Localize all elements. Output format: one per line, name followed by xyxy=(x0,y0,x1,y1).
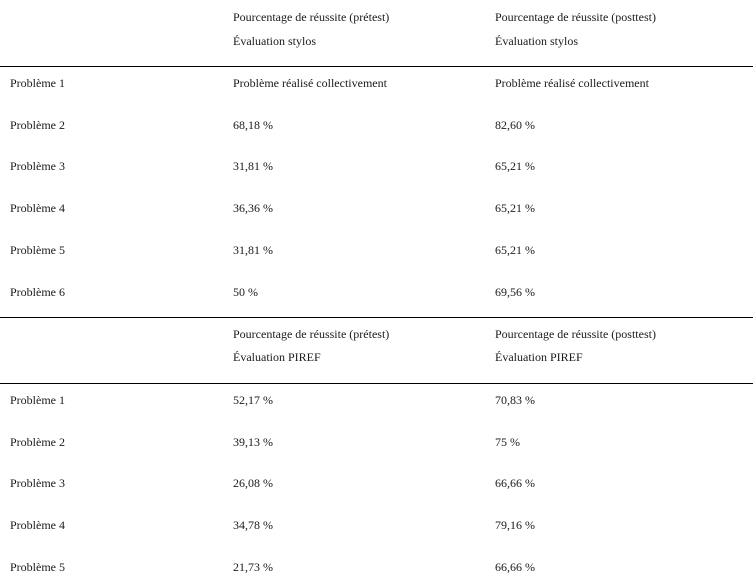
table1-row-5-pretest: 31,81 % xyxy=(233,243,273,257)
table2-header-posttest-subtitle: Évaluation PIREF xyxy=(495,350,583,364)
table1-row-3-posttest: 65,21 % xyxy=(495,159,535,173)
table1-row-4-posttest: 65,21 % xyxy=(495,201,535,215)
table1-header-posttest-title: Pourcentage de réussite (posttest) xyxy=(495,10,656,24)
table2-row-4-posttest: 79,16 % xyxy=(495,518,535,532)
table1-header-posttest-subtitle: Évaluation stylos xyxy=(495,34,578,48)
table2-row-4-label: Problème 4 xyxy=(10,518,65,532)
table1-row-1-pretest: Problème réalisé collectivement xyxy=(233,76,387,90)
table2-row-3-label: Problème 3 xyxy=(10,476,65,490)
table1-header-pretest-title: Pourcentage de réussite (prétest) xyxy=(233,10,390,24)
table1-header-divider xyxy=(0,66,753,67)
table2-header-divider xyxy=(0,383,753,384)
table1-header-pretest-subtitle: Évaluation stylos xyxy=(233,34,316,48)
table1-row-6-label: Problème 6 xyxy=(10,285,65,299)
table2-row-5-pretest: 21,73 % xyxy=(233,560,273,574)
table2-row-5-label: Problème 5 xyxy=(10,560,65,574)
table-section-divider xyxy=(0,317,753,318)
table1-row-6-pretest: 50 % xyxy=(233,285,258,299)
table1-row-2-pretest: 68,18 % xyxy=(233,118,273,132)
table2-row-1-label: Problème 1 xyxy=(10,393,65,407)
table2-row-2-posttest: 75 % xyxy=(495,435,520,449)
table1-row-4-label: Problème 4 xyxy=(10,201,65,215)
table1-row-4-pretest: 36,36 % xyxy=(233,201,273,215)
table1-row-6-posttest: 69,56 % xyxy=(495,285,535,299)
table2-row-5-posttest: 66,66 % xyxy=(495,560,535,574)
table1-row-1-posttest: Problème réalisé collectivement xyxy=(495,76,649,90)
table1-row-2-label: Problème 2 xyxy=(10,118,65,132)
table2-header-pretest-subtitle: Évaluation PIREF xyxy=(233,350,321,364)
table1-row-2-posttest: 82,60 % xyxy=(495,118,535,132)
table2-row-1-posttest: 70,83 % xyxy=(495,393,535,407)
table1-row-1-label: Problème 1 xyxy=(10,76,65,90)
table2-header-posttest-title: Pourcentage de réussite (posttest) xyxy=(495,327,656,341)
table1-row-3-label: Problème 3 xyxy=(10,159,65,173)
table2-row-1-pretest: 52,17 % xyxy=(233,393,273,407)
table2-row-2-pretest: 39,13 % xyxy=(233,435,273,449)
table2-row-3-pretest: 26,08 % xyxy=(233,476,273,490)
table1-row-3-pretest: 31,81 % xyxy=(233,159,273,173)
table2-row-4-pretest: 34,78 % xyxy=(233,518,273,532)
table2-row-2-label: Problème 2 xyxy=(10,435,65,449)
table1-row-5-label: Problème 5 xyxy=(10,243,65,257)
table2-header-pretest-title: Pourcentage de réussite (prétest) xyxy=(233,327,390,341)
table2-row-3-posttest: 66,66 % xyxy=(495,476,535,490)
table1-row-5-posttest: 65,21 % xyxy=(495,243,535,257)
